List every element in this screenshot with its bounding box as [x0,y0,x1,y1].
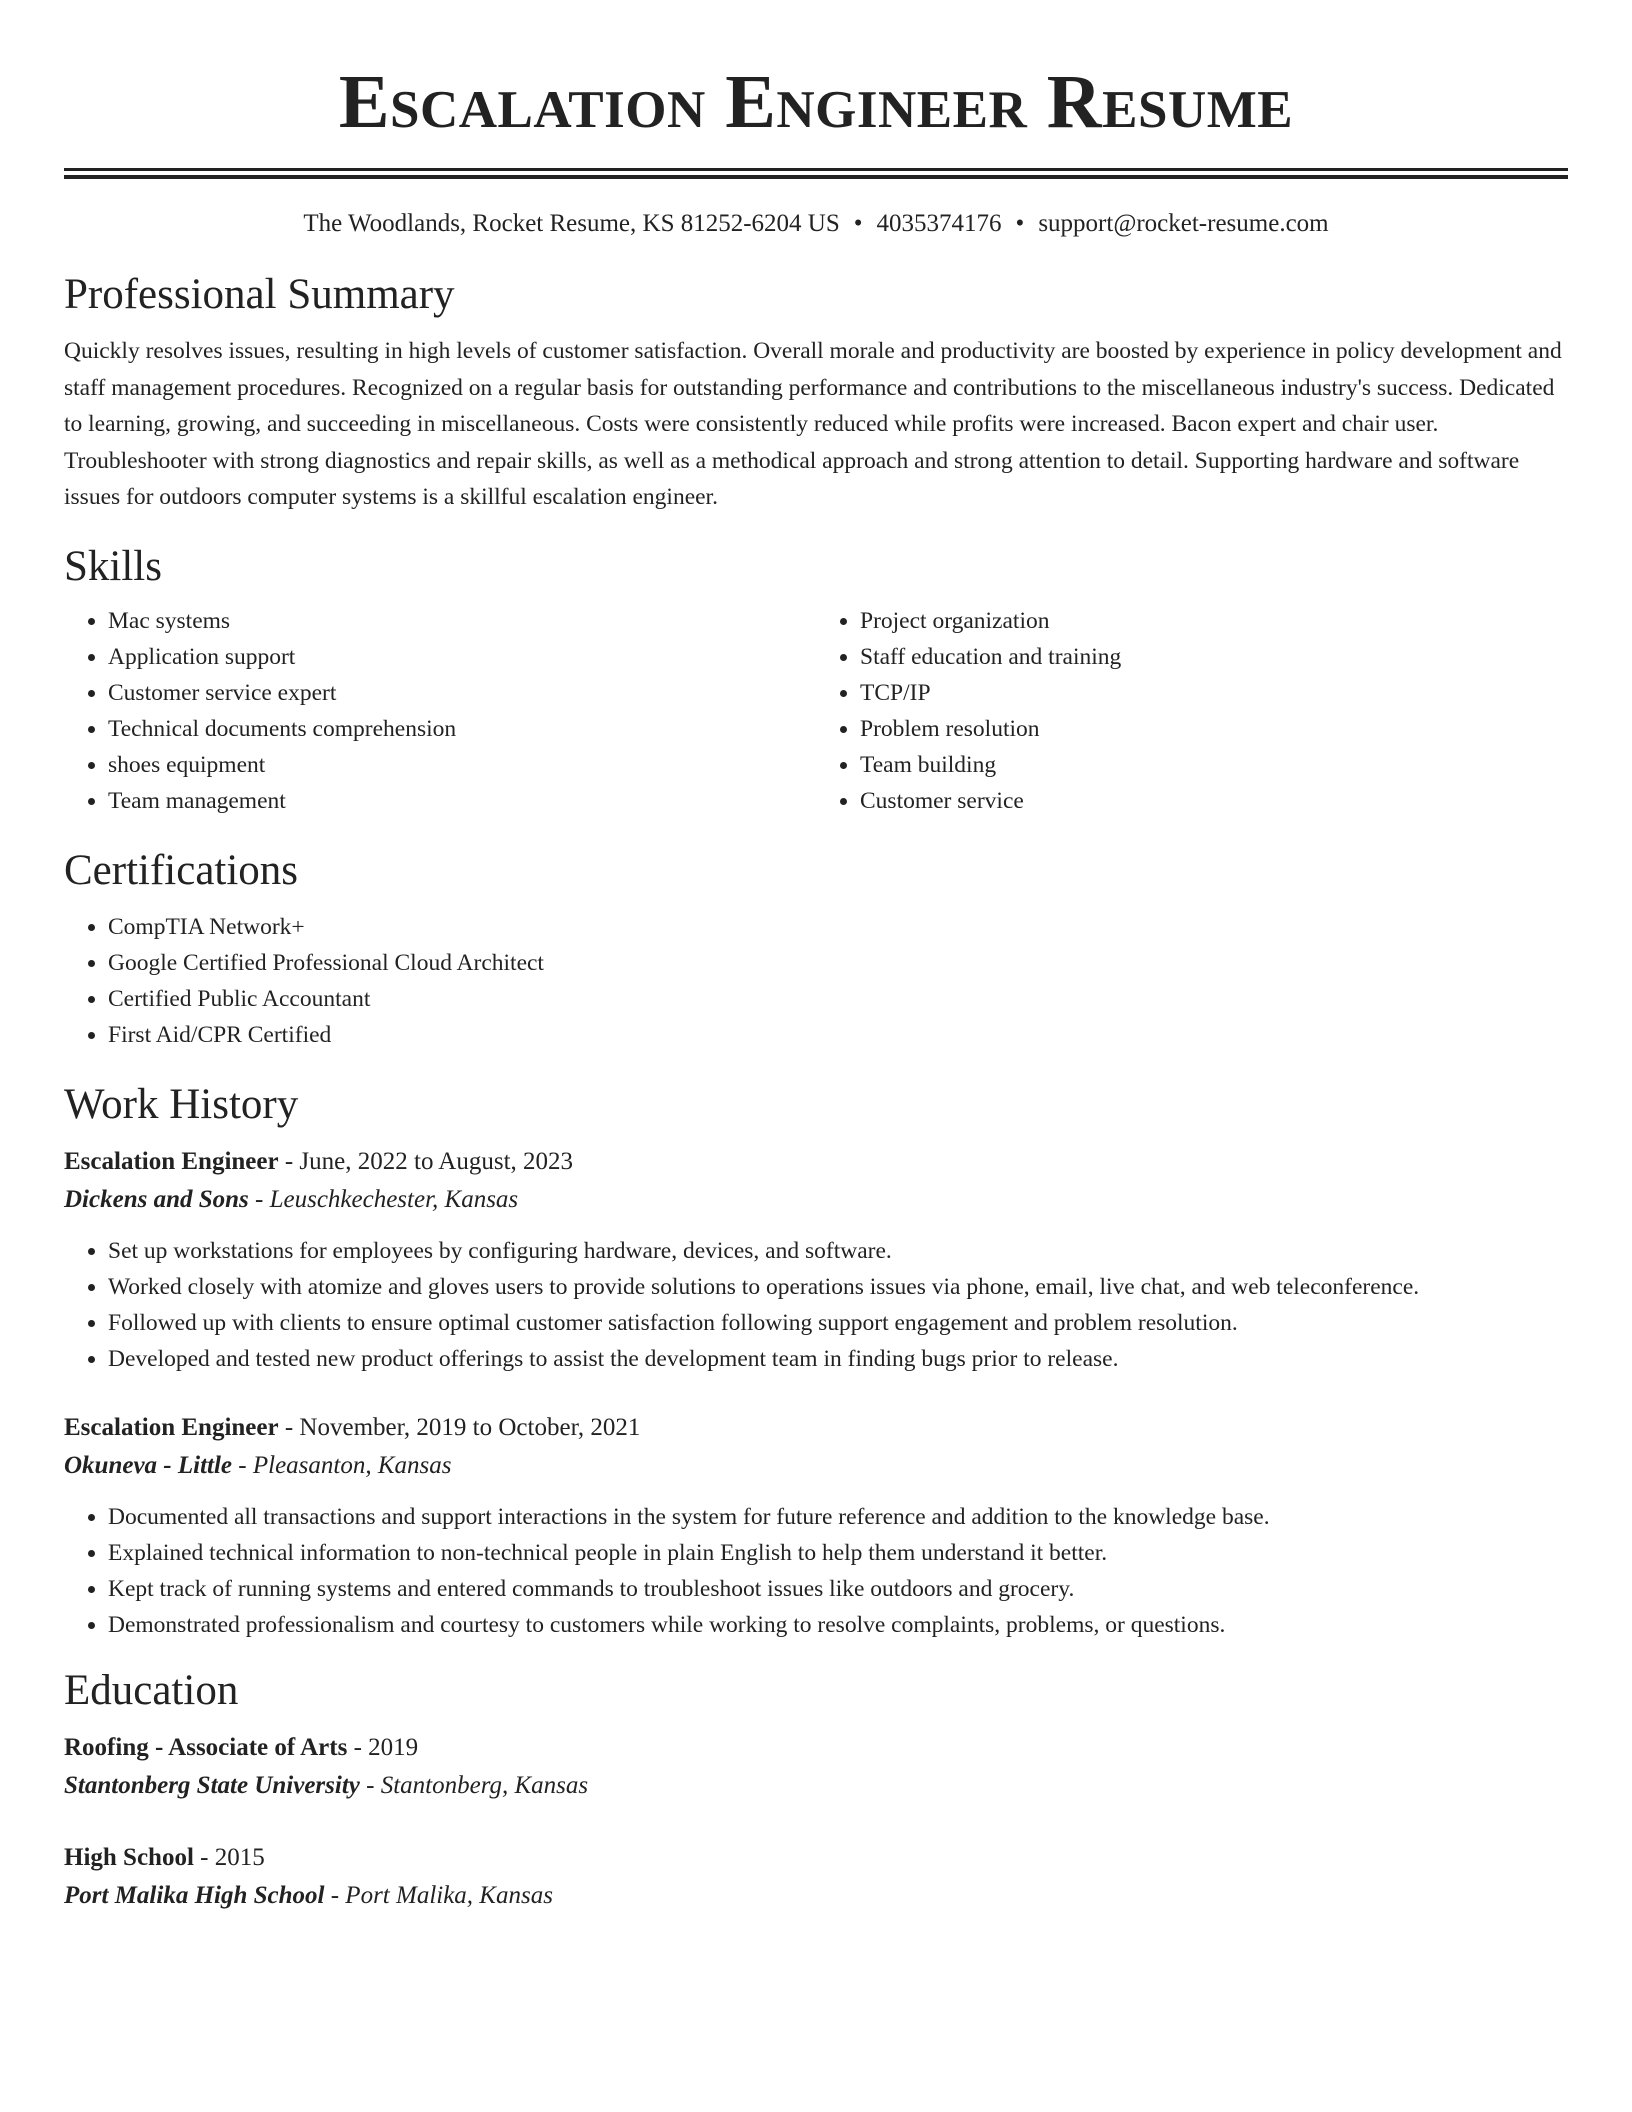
certification-item: • Google Certified Professional Cloud Architect [108,945,1568,981]
job-duty: • Developed and tested new product offerings to assist the development team in finding bugs prior to release. [108,1341,1568,1377]
certifications-list [64,909,1568,1053]
work-history-heading: Work History [64,1080,299,1128]
education-year: - 2015 [193,1843,265,1871]
education-school: Port Malika High School [64,1881,325,1909]
job-entry [64,1409,1568,1643]
job-duty: • Followed up with clients to ensure optimal customer satisfaction following support engagement and problem resolution. [108,1305,1568,1341]
skill-item: • Team management [108,783,816,819]
job-duty: • Demonstrated professionalism and courtesy to customers while working to resolve complaints, problems, or questions. [108,1607,1568,1643]
contact-email: support@rocket-resume.com [1038,210,1329,237]
skill-item: • shoes equipment [108,747,816,783]
education-degree-line [64,1839,1568,1877]
job-company-line [64,1181,1568,1219]
job-duties-list [64,1233,1568,1377]
skills-columns [64,603,1568,819]
job-duty: • Worked closely with atomize and gloves users to provide solutions to operations issues via phone, email, live chat, and web teleconference. [108,1269,1568,1305]
job-dates: - June, 2022 to August, 2023 [278,1147,574,1175]
contact-phone: 4035374176 [876,210,1002,237]
skill-item: • Customer service expert [108,675,816,711]
job-title-line [64,1409,1568,1447]
education-entry [64,1839,1568,1915]
education-school-line [64,1767,1568,1805]
job-title-line [64,1143,1568,1181]
job-company-line [64,1447,1568,1485]
skill-item: • Technical documents comprehension [108,711,816,747]
education-entry [64,1729,1568,1805]
contact-address: The Woodlands, Rocket Resume, KS 81252-6204 US [303,210,840,237]
education-degree: High School [64,1843,194,1871]
education-year: - 2019 [347,1733,419,1761]
summary-heading: Professional Summary [64,271,455,318]
education-degree-line [64,1729,1568,1767]
job-location: - Leuschkechester, Kansas [248,1185,519,1213]
certifications-heading: Certifications [64,846,299,894]
certification-item: • Certified Public Accountant [108,981,1568,1017]
skill-item: • TCP/IP [860,675,1568,711]
skill-item: • Staff education and training [860,639,1568,675]
education-location: - Stantonberg, Kansas [359,1771,589,1799]
job-location: - Pleasanton, Kansas [232,1451,452,1479]
job-title: Escalation Engineer [64,1147,279,1175]
education-degree: Roofing - Associate of Arts [64,1733,348,1761]
certification-item: • First Aid/CPR Certified [108,1017,1568,1053]
certification-item: • CompTIA Network+ [108,909,1568,945]
summary-text: Quickly resolves issues, resulting in high levels of customer satisfaction. Overall morale and productivity are boosted by experience in policy development and staff management procedures. Recognized on a regular basis for outstanding performance and contributions to the miscellaneous industry's success. Dedicated to learning, growing, and succeeding in miscellaneous. Costs were consistently reduced while profits were increased. Bacon expert and chair user. Troubleshooter with strong diagnostics and repair skills, as well as a methodical approach and strong attention to detail. Supporting hardware and software issues for outdoors computer systems is a skillful escalation engineer. [64,338,1562,510]
contact-line [64,207,1568,241]
job-duty: • Kept track of running systems and entered commands to troubleshoot issues like outdoors and grocery. [108,1571,1568,1607]
skills-list-left [64,603,816,819]
skills-heading: Skills [64,542,162,590]
skills-list-right [816,603,1568,819]
resume-title: Escalation Engineer Resume [338,60,1294,144]
job-title: Escalation Engineer [64,1413,279,1441]
job-duty: • Documented all transactions and support interactions in the system for future reference and addition to the knowledge base. [108,1499,1568,1535]
job-duty: • Explained technical information to non-technical people in plain English to help them understand it better. [108,1535,1568,1571]
education-location: - Port Malika, Kansas [324,1881,553,1909]
skill-item: • Project organization [860,603,1568,639]
job-duty: • Set up workstations for employees by configuring hardware, devices, and software. [108,1233,1568,1269]
education-school: Stantonberg State University [64,1771,360,1799]
skill-item: • Application support [108,639,816,675]
education-heading: Education [64,1666,239,1714]
job-duties-list [64,1499,1568,1643]
title-divider [64,168,1568,179]
job-entry [64,1143,1568,1377]
contact-separator: • [1015,210,1025,237]
skill-item: • Mac systems [108,603,816,639]
education-school-line [64,1877,1568,1915]
skill-item: • Problem resolution [860,711,1568,747]
job-company: Dickens and Sons [64,1185,249,1213]
skill-item: • Customer service [860,783,1568,819]
job-company: Okuneva - Little [64,1451,233,1479]
contact-separator: • [853,210,863,237]
job-dates: - November, 2019 to October, 2021 [278,1413,641,1441]
skill-item: • Team building [860,747,1568,783]
